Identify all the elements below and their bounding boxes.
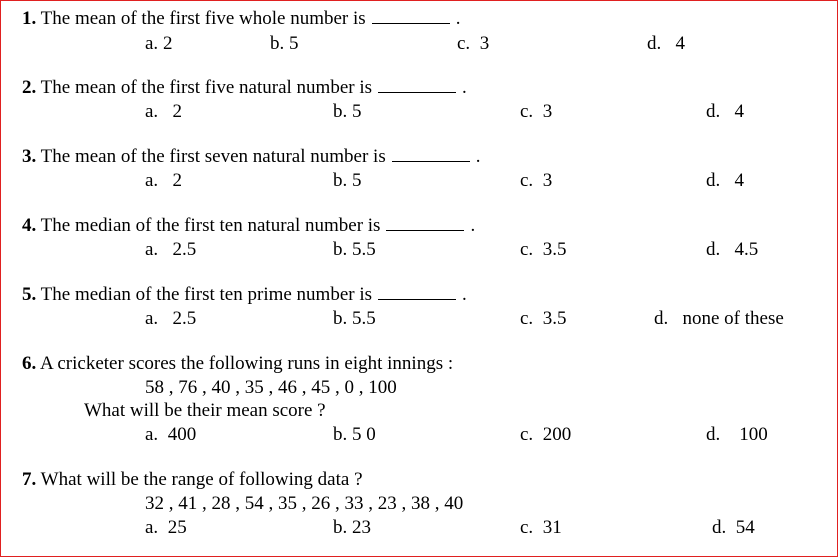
option-c: c. 200 (520, 424, 572, 445)
question-1 (22, 8, 460, 30)
option-b: b. 5.5 (333, 239, 376, 260)
question-number: 4. (22, 215, 37, 236)
option-b: b. 5.5 (333, 308, 376, 329)
question-6 (22, 353, 453, 375)
answer-blank (386, 216, 464, 231)
question-data: 32 , 41 , 28 , 54 , 35 , 26 , 33 , 23 , 38 , 40 (145, 493, 464, 514)
question-text: A cricketer scores the following runs in eight innings : (39, 353, 454, 374)
option-a: a. 2 (145, 170, 182, 191)
option-b: b. 5 (270, 33, 299, 54)
option-a: a. 2 (145, 101, 182, 122)
option-a: a. 2.5 (145, 239, 197, 260)
option-c: c. 3 (520, 101, 553, 122)
question-number: 1. (22, 8, 37, 29)
question-end-dot: . (470, 215, 476, 236)
option-d: d. 4 (647, 33, 685, 54)
question-number: 3. (22, 146, 37, 167)
question-subtext: What will be their mean score ? (84, 400, 326, 421)
question-text: The mean of the first five natural number is (40, 77, 373, 98)
question-5 (22, 284, 467, 306)
question-text: The mean of the first five whole number is (40, 8, 366, 29)
option-c: c. 31 (520, 517, 562, 538)
option-c: c. 3 (520, 170, 553, 191)
option-d: d. 4.5 (706, 239, 759, 260)
question-end-dot: . (462, 77, 467, 98)
option-b: b. 5 (333, 101, 362, 122)
option-c: c. 3.5 (520, 239, 567, 260)
question-text: The mean of the first seven natural number is (40, 146, 386, 167)
option-a: a. 25 (145, 517, 187, 538)
question-number: 2. (22, 77, 37, 98)
question-end-dot: . (475, 146, 481, 167)
option-c: c. 3.5 (520, 308, 567, 329)
option-d: d. 4 (706, 101, 744, 122)
option-b: b. 5 (333, 170, 362, 191)
option-a: a. 400 (145, 424, 197, 445)
option-d: d. 100 (706, 424, 768, 445)
question-2 (22, 77, 467, 99)
question-text: The median of the first ten prime number is (40, 284, 373, 305)
option-d: d. 54 (712, 517, 755, 538)
option-b: b. 5 0 (333, 424, 376, 445)
question-3 (22, 146, 480, 168)
option-a: a. 2 (145, 33, 173, 54)
question-number: 6. (22, 353, 37, 374)
question-data: 58 , 76 , 40 , 35 , 46 , 45 , 0 , 100 (145, 377, 397, 398)
option-c: c. 3 (457, 33, 490, 54)
option-b: b. 23 (333, 517, 371, 538)
answer-blank (378, 285, 456, 300)
answer-blank (392, 147, 470, 162)
question-4 (22, 215, 475, 237)
option-d: d. 4 (706, 170, 744, 191)
question-text: The median of the first ten natural number is (40, 215, 381, 236)
question-7 (22, 469, 363, 491)
question-end-dot: . (455, 8, 461, 29)
answer-blank (378, 78, 456, 93)
question-end-dot: . (462, 284, 467, 305)
option-a: a. 2.5 (145, 308, 197, 329)
answer-blank (372, 9, 450, 24)
question-text: What will be the range of following data ? (40, 469, 363, 490)
question-number: 7. (22, 469, 37, 490)
question-number: 5. (22, 284, 37, 305)
option-d: d. none of these (654, 308, 784, 329)
